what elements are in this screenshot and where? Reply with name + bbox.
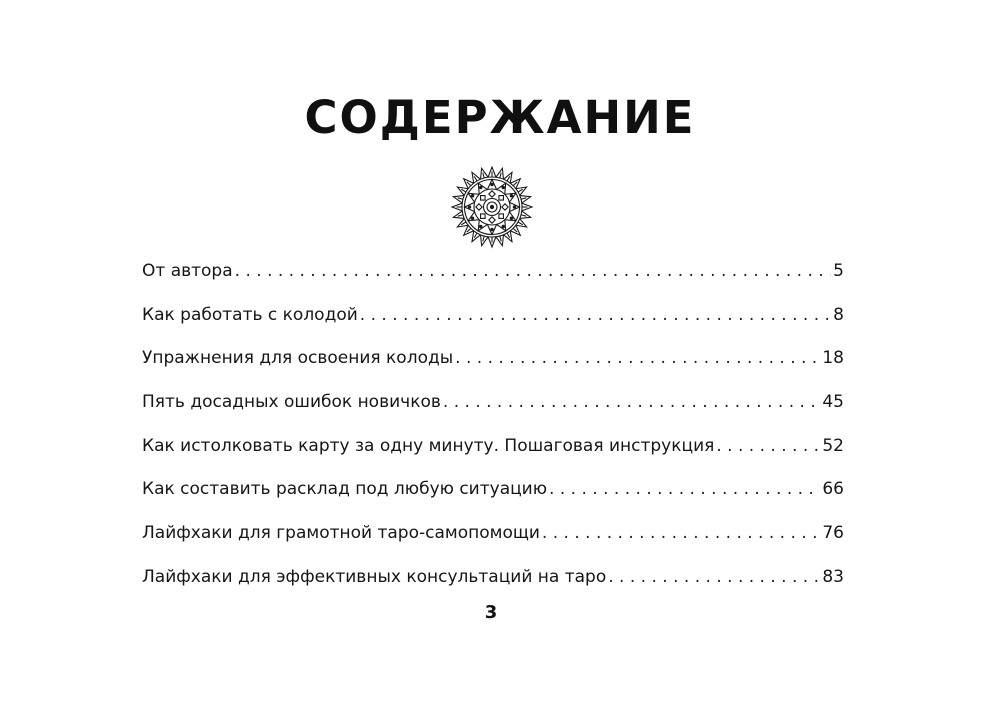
toc-entry-page: 18 bbox=[822, 348, 844, 369]
toc-entry[interactable] bbox=[142, 256, 844, 300]
toc-entry[interactable] bbox=[142, 518, 844, 562]
toc-leader-dots bbox=[443, 387, 820, 417]
toc-entry[interactable] bbox=[142, 474, 844, 518]
toc-entry[interactable] bbox=[142, 562, 844, 606]
toc-entry-page: 8 bbox=[833, 304, 844, 325]
toc-entry-title: От автора bbox=[142, 261, 233, 281]
toc-leader-dots bbox=[235, 256, 832, 286]
toc-entry-title: Упражнения для освоения колоды bbox=[142, 348, 454, 369]
mandala-ornament-icon bbox=[450, 165, 534, 249]
toc-entry-page: 5 bbox=[833, 261, 844, 281]
toc-entry-title: Как составить расклад под любую ситуацию bbox=[142, 479, 548, 500]
toc-leader-dots bbox=[549, 474, 820, 504]
toc-entry-title: Пять досадных ошибок новичков bbox=[142, 392, 441, 413]
toc-entry[interactable] bbox=[142, 300, 844, 344]
page-number: 3 bbox=[484, 602, 498, 623]
toc-leader-dots bbox=[542, 518, 820, 548]
toc-entry-page: 45 bbox=[822, 392, 844, 413]
toc-leader-dots bbox=[716, 431, 820, 461]
toc-entry-title: Как истолковать карту за одну минуту. Пошаговая инструкция bbox=[142, 435, 715, 456]
toc-entry-title: Как работать с колодой bbox=[142, 304, 358, 325]
toc-entry[interactable] bbox=[142, 431, 844, 475]
toc-entry-title: Лайфхаки для эффективных консультаций на таро bbox=[142, 566, 607, 587]
toc-entry-page: 52 bbox=[822, 435, 844, 456]
toc-entry-page: 83 bbox=[822, 566, 844, 587]
toc-entry-page: 66 bbox=[822, 479, 844, 500]
toc-entry-page: 76 bbox=[822, 523, 844, 544]
toc-leader-dots bbox=[455, 343, 820, 373]
toc-entry[interactable] bbox=[142, 343, 844, 387]
toc-leader-dots bbox=[360, 300, 831, 330]
toc-leader-dots bbox=[608, 562, 820, 592]
toc-entry[interactable] bbox=[142, 387, 844, 431]
toc-entry-title: Лайфхаки для грамотной таро-самопомощи bbox=[142, 523, 540, 544]
page-title: СОДЕРЖАНИЕ bbox=[304, 91, 696, 144]
table-of-contents bbox=[142, 256, 844, 606]
